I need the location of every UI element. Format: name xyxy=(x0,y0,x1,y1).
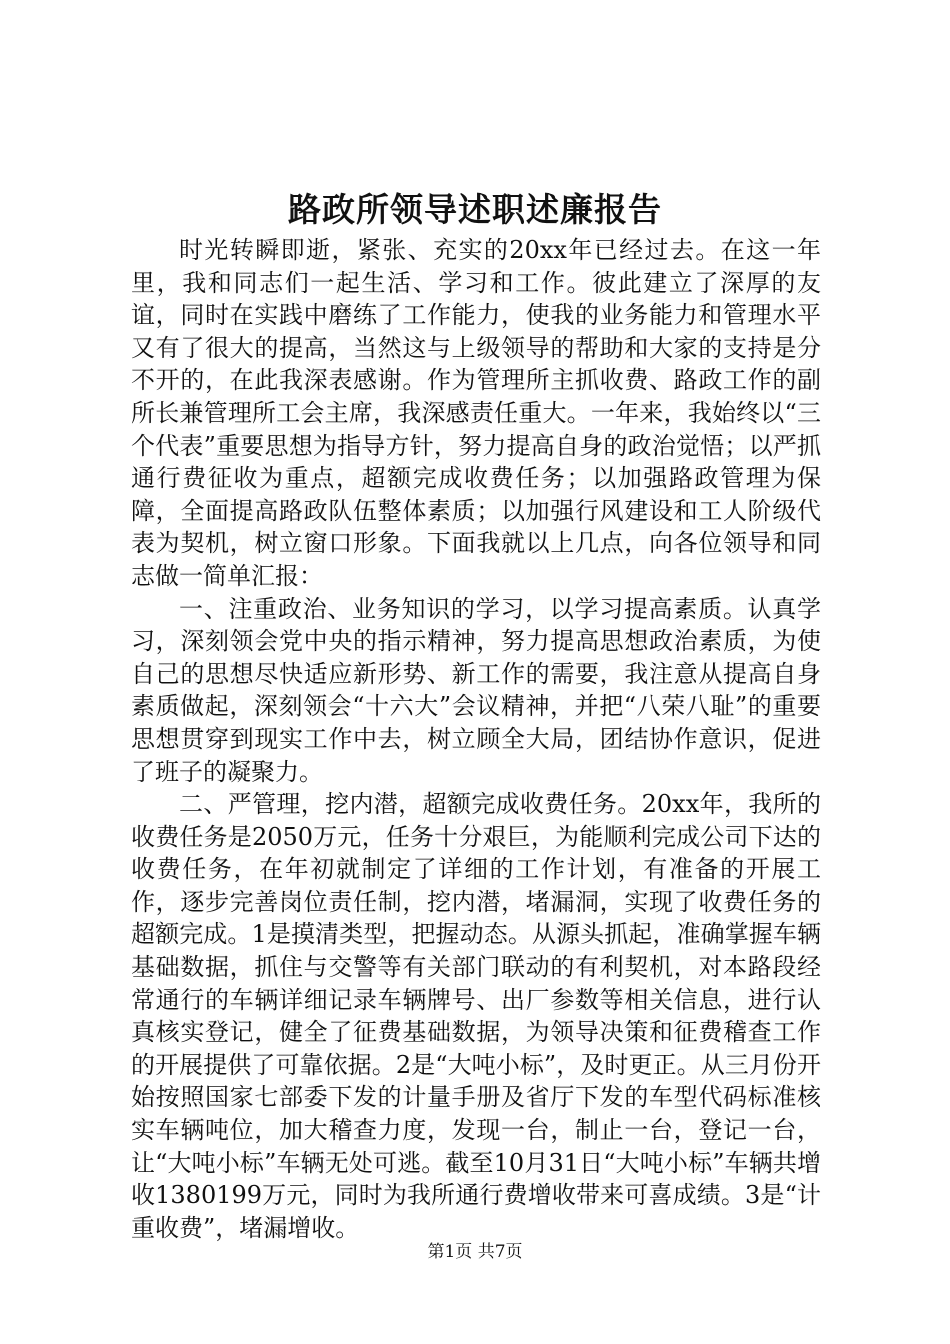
paragraph-intro: 时光转瞬即逝，紧张、充实的20xx年已经过去。在这一年里，我和同志们一起生活、学习和工作。彼此建立了深厚的友谊，同时在实践中磨练了工作能力，使我的业务能力和管理水平又有了很大的提高，当然这与上级领导的帮助和大家的支持是分不开的，在此我深表感谢。作为管理所主抓收费、路政工作的副所长兼管理所工会主席，我深感责任重大。一年来，我始终以“三个代表”重要思想为指导方针，努力提高自身的政治觉悟；以严抓通行费征收为重点，超额完成收费任务；以加强路政管理为保障，全面提高路政队伍整体素质；以加强行风建设和工人阶级代表为契机，树立窗口形象。下面我就以上几点，向各位领导和同志做一简单汇报： xyxy=(131,236,821,590)
paragraph-section-1: 一、注重政治、业务知识的学习，以学习提高素质。认真学习，深刻领会党中央的指示精神，努力提高思想政治素质，为使自己的思想尽快适应新形势、新工作的需要，我注意从提高自身素质做起，深刻领会“十六大”会议精神，并把“八荣八耻”的重要思想贯穿到现实工作中去，树立顾全大局，团结协作意识，促进了班子的凝聚力。 xyxy=(131,594,821,786)
page-footer: 第1页 共7页 xyxy=(427,1242,523,1262)
paragraph-section-2: 二、严管理，挖内潜，超额完成收费任务。20xx年，我所的收费任务是2050万元，任务十分艰巨，为能顺利完成公司下达的收费任务，在年初就制定了详细的工作计划，有准备的开展工作，逐步完善岗位责任制，挖内潜，堵漏洞，实现了收费任务的超额完成。1是摸清类型，把握动态。从源头抓起，准确掌握车辆基础数据，抓住与交警等有关部门联动的有利契机，对本路段经常通行的车辆详细记录车辆牌号、出厂参数等相关信息，进行认真核实登记，健全了征费基础数据，为领导决策和征费稽查工作的开展提供了可靠依据。2是“大吨小标”，及时更正。从三月份开始按照国家七部委下发的计量手册及省厅下发的车型代码标准核实车辆吨位，加大稽查力度，发现一台，制止一台，登记一台，让“大吨小标”车辆无处可逃。截至10月31日“大吨小标”车辆共增收1380199万元，同时为我所通行费增收带来可喜成绩。3是“计重收费”，堵漏增收。 xyxy=(131,790,821,1242)
document-title: 路政所领导述职述廉报告 xyxy=(288,190,662,229)
document-body xyxy=(131,234,821,1244)
